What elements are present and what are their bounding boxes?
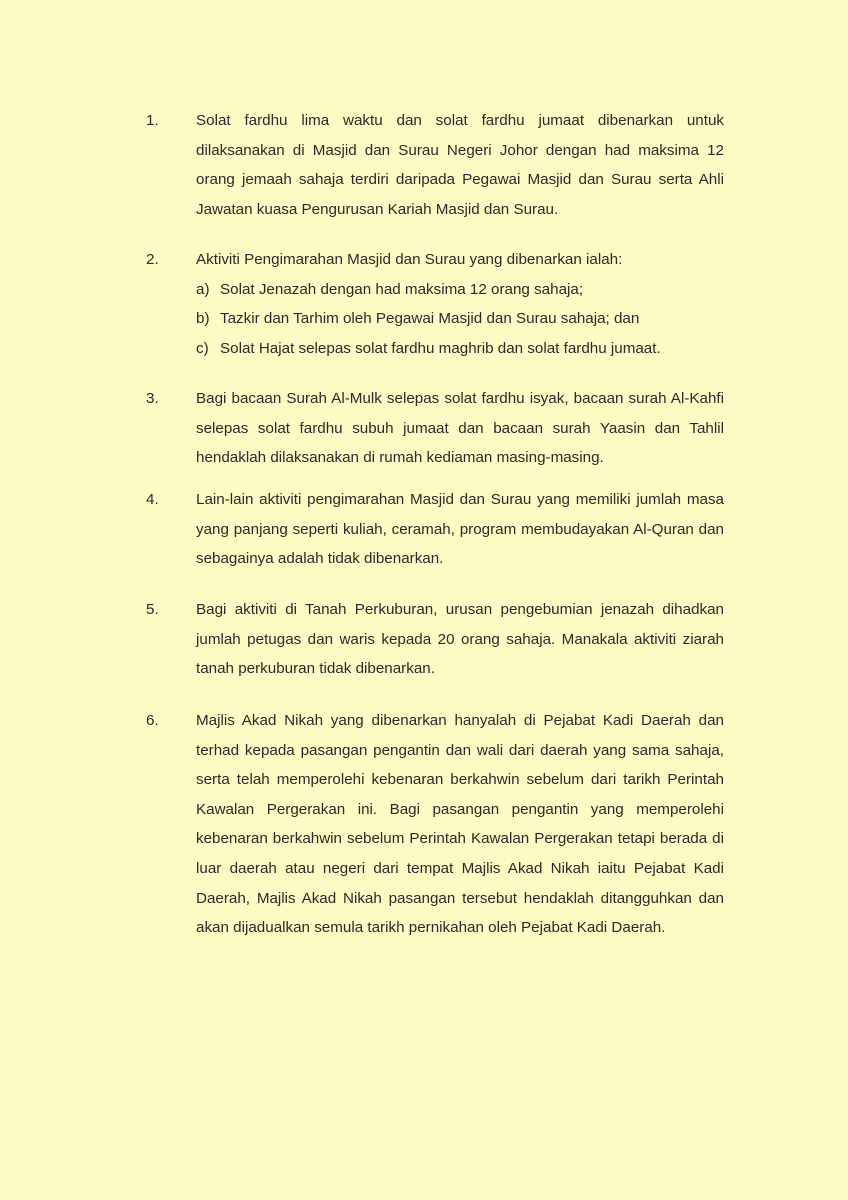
item-text: Bagi bacaan Surah Al-Mulk selepas solat fardhu isyak, bacaan surah Al-Kahfi selepas solat fardhu subuh jumaat dan bacaan surah Yaasin dan Tahlil hendaklah dilaksanakan di rumah kediaman masing-masing. [196, 390, 724, 467]
list-item-3 [142, 384, 724, 473]
item-number: 3. [146, 390, 159, 407]
item-number: 4. [146, 491, 159, 508]
item-number: 5. [146, 601, 159, 618]
list-item-1 [142, 106, 724, 224]
item-text: Lain-lain aktiviti pengimarahan Masjid dan Surau yang memiliki jumlah masa yang panjang seperti kuliah, ceramah, program membudayakan Al-Quran dan sebagainya adalah tidak dibenarkan. [196, 491, 724, 568]
list-item-2 [142, 245, 724, 363]
sub-item-a [196, 275, 724, 305]
item-number: 1. [146, 112, 159, 129]
list-item-5 [142, 595, 724, 684]
list-item-4 [142, 485, 724, 574]
sub-list [196, 275, 724, 364]
item-number: 2. [146, 251, 159, 268]
sub-item-text: Tazkir dan Tarhim oleh Pegawai Masjid dan Surau sahaja; dan [220, 310, 640, 328]
item-text: Solat fardhu lima waktu dan solat fardhu jumaat dibenarkan untuk dilaksanakan di Masjid dan Surau Negeri Johor dengan had maksima 12 orang jemaah sahaja terdiri daripada Pegawai Masjid dan Surau serta Ahli Jawatan kuasa Pengurusan Kariah Masjid dan Surau. [196, 112, 724, 218]
sub-item-letter: c) [196, 339, 209, 357]
list-item-6 [142, 706, 724, 943]
sub-item-letter: b) [196, 310, 210, 328]
sub-item-letter: a) [196, 280, 210, 298]
sub-item-c [196, 334, 724, 364]
sub-item-b [196, 304, 724, 334]
item-text: Aktiviti Pengimarahan Masjid dan Surau yang dibenarkan ialah: [196, 251, 623, 268]
item-text: Bagi aktiviti di Tanah Perkuburan, urusan pengebumian jenazah dihadkan jumlah petugas dan waris kepada 20 orang sahaja. Manakala aktiviti ziarah tanah perkuburan tidak dibenarkan. [196, 601, 724, 678]
sub-item-text: Solat Jenazah dengan had maksima 12 orang sahaja; [220, 280, 584, 298]
item-number: 6. [146, 712, 159, 729]
item-text: Majlis Akad Nikah yang dibenarkan hanyalah di Pejabat Kadi Daerah dan terhad kepada pasangan pengantin dan wali dari daerah yang sama sahaja, serta telah memperolehi kebenaran berkahwin sebelum dari tarikh Perintah Kawalan Pergerakan ini. Bagi pasangan pengantin yang memperolehi kebenaran berkahwin sebelum Perintah Kawalan Pergerakan tetapi berada di luar daerah atau negeri dari tempat Majlis Akad Nikah iaitu Pejabat Kadi Daerah, Majlis Akad Nikah pasangan tersebut hendaklah ditangguhkan dan akan dijadualkan semula tarikh pernikahan oleh Pejabat Kadi Daerah. [196, 712, 724, 937]
sub-item-text: Solat Hajat selepas solat fardhu maghrib dan solat fardhu jumaat. [220, 339, 661, 357]
